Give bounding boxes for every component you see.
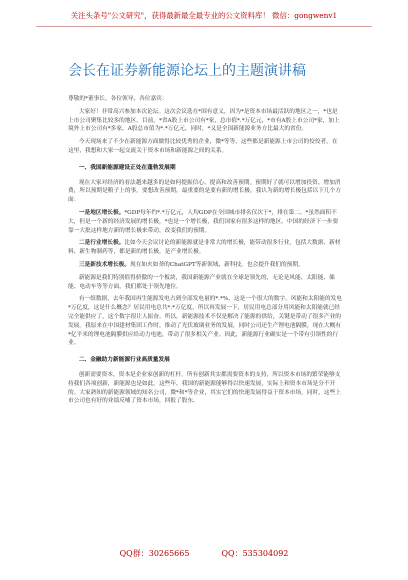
paragraph: 创新需要资本，资本是企业家创新的杠杆。所有创新其实都需要资本的支持，所以资本市场的繁荣能够支持我们各项创新，新能源也是如此。这些年，我国的新能源能够得以快速发展，实际上和资本市场是分不开的。大家熟知的新能源领域的知名公司，微*和*等企业，其实它们的快速发展得益于资本市场，同时，这些上市公司也有好的业绩反哺了资本市场，回报了股东。 xyxy=(68,371,341,405)
paragraph: 今天现场来了不少在新能源方面做得比较优秀的企业，微*等等，这些都是新能源上市公司的佼佼者。在这里，我想和大家一起交流关于资本市场和新能源之间的关系。 xyxy=(68,139,338,154)
paragraph-text: *GDP每年约*.*万亿元，人均GDP在全国城市排名仅次于*，排在第二。*虽然面积不大，但是一个新的经济发展的增长极，*也是一个增长极，我们国家有很多这样的地区。中国的经济下一步要靠一大批这样地方新的增长极来带动，改变我们的预期。 xyxy=(68,209,339,234)
section-heading: 二、金融助力新能源行业高质量发展 xyxy=(78,357,170,364)
paragraph: 现在大家对经济的看法越来越多的是如何提振信心、提高和改善预期。预期好了就可以增加投资、增加消费，所以预期是粮子上的事，要想改善预期，最重要的是要有新的增长极。我认为新的增长极包括以下几个方面： xyxy=(68,179,341,204)
growth-pole-paragraph xyxy=(68,261,343,270)
paragraph: 大家好！非常高兴参加本次论坛。这次会议选在*围有意义，因为*是资本市场最活跃的地区之一，*也是上市公司聚集比较多的地区。目前，*省A股上市公司有*家，总市值*.*万亿元，*市有A股上市公司*家，加上境外上市公司有*多家，A股总市值为*.*万亿元。同时，*又是全国新能源业务方比最大的省份。 xyxy=(68,108,340,133)
paragraph-text: 现在如火如荼的ChatGPT等新领域、新科技，也会提升我们的预期。 xyxy=(130,261,304,268)
growth-pole-paragraph xyxy=(68,239,343,257)
paragraph: 新能源是我们特别值得骄傲的一个板块，我国新能源产业就在全球是领先的，无论是风能、太阳能、储能、电动车等等方面，我们都处于领先地位。 xyxy=(68,274,335,290)
sub-heading: 二是行业增长极。 xyxy=(78,240,125,247)
footer-qq-group: QQ群：30265665 xyxy=(119,549,190,558)
paragraph: 有一组数据，去年我国再生能源发电占到全部发电量的*.*%，这是一个很大的数字。风能和太阳能的发电*万亿度，这是什么概念？居民用电总共*.*万亿度，所以再发展一下，居民用电总部分用风能和太阳能就已经完全能供应了，这个数字很让人振奋。所以，新能源技术不仅是解决了能源的供给，关键是带动了很多产业的发展。我原来在中国建材集团工作时，推动了光伏玻璃业务的发展，同时公司还生产锂电池隔膜，现在大概有*亿平米的锂电池隔膜供应给动力电池，带动了很多相关产业。因此，新能源行业确实是一个带有引领性的行业。 xyxy=(68,296,342,347)
sub-heading: 三是新技术增长极。 xyxy=(78,261,131,268)
top-divider xyxy=(36,26,372,27)
growth-pole-paragraph xyxy=(68,209,343,235)
footer-contact xyxy=(0,548,408,560)
section-heading: 一、我国新能源建设正处在蓬勃发展期 xyxy=(78,164,176,171)
paragraph-text: 比如今天会议讨论的新能源就是非常大的增长极，能带动很多行业，包括大数据、新材料、新生物制药等，都是新的增长极，是产业增长极。 xyxy=(68,240,341,256)
sub-heading: 一是地区增长极。 xyxy=(78,209,125,216)
top-banner: 关注头条号"公文研究"，获得最新最全最专业的公文资料库！ 微信：gongwenv1 xyxy=(70,11,338,20)
footer-qq: QQ：535304092 xyxy=(221,549,289,558)
document-title: 会长在证券新能源论坛上的主题演讲稿 xyxy=(68,63,306,79)
document-body xyxy=(68,95,343,410)
salutation: 尊敬的*董事长、各位领导、各位嘉宾： xyxy=(68,96,168,102)
